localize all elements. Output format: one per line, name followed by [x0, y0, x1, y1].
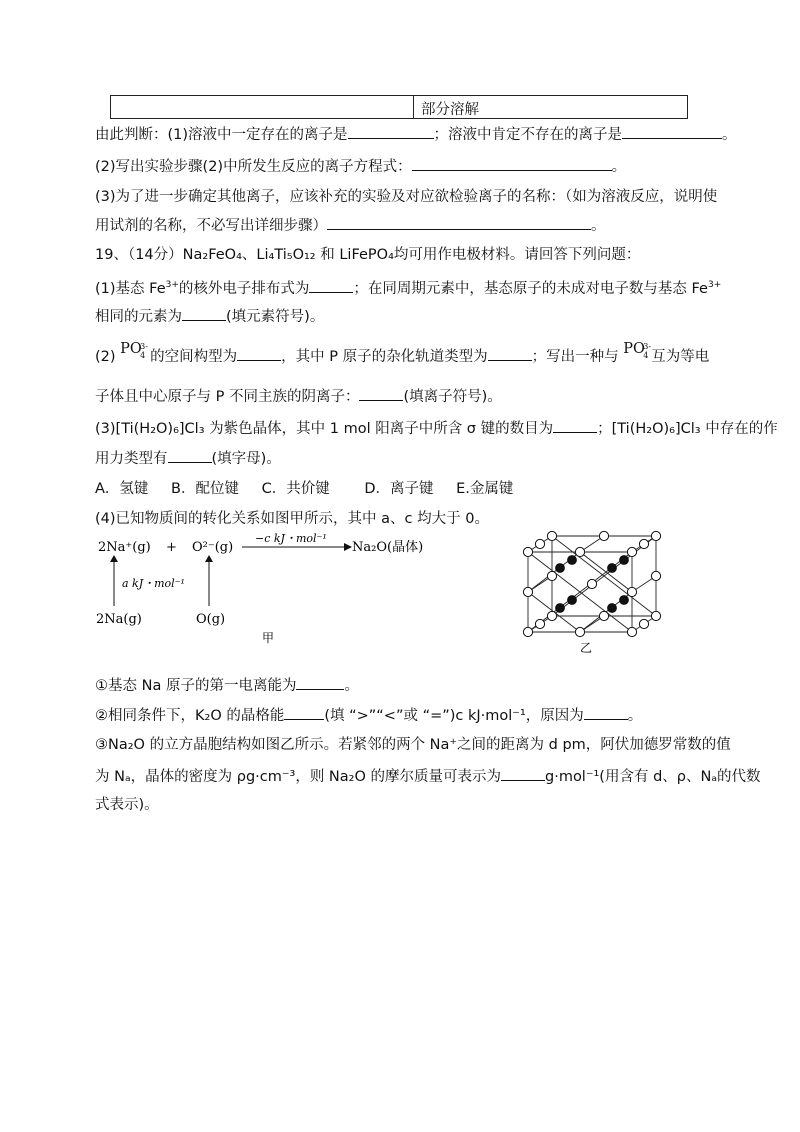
na-atom-label: 2Na(g) [96, 612, 142, 627]
o-atom [651, 571, 660, 580]
blank[interactable] [488, 345, 532, 361]
o-atom [627, 627, 636, 636]
na-atom [608, 564, 617, 573]
na-atom [620, 556, 629, 565]
q19-part1-cont: 相同的元素为 (填元素符号)。 [95, 305, 324, 327]
o-atom [599, 611, 608, 620]
o-atom [587, 579, 596, 588]
q19-s2: ②相同条件下，K₂O 的晶格能 (填 “>”“<”或 “=”)c kJ·mol⁻¹，原因为 。 [95, 704, 642, 726]
blank[interactable] [553, 417, 597, 433]
blank[interactable] [284, 704, 324, 720]
option-b[interactable]: B．配位键 [171, 481, 239, 497]
arrow-head [110, 555, 118, 562]
option-c[interactable]: C．共价键 [261, 481, 330, 497]
na-ion-label: 2Na⁺(g) [98, 540, 151, 555]
o-atom [547, 611, 556, 620]
q18-part3-cont: 用试剂的名称，不必写出详细步骤） 。 [95, 214, 606, 236]
table-row [110, 95, 688, 119]
blank[interactable] [296, 674, 344, 690]
product-label: Na₂O(晶体) [352, 540, 424, 555]
o-atom [575, 627, 584, 636]
q19-s1: ①基态 Na 原子的第一电离能为 。 [95, 674, 359, 696]
q19-part2: (2) PO 3- 4 的空间构型为 ，其中 P 原子的杂化轨道类型为 ；写出一种与 PO 3- 4 互为等电 [95, 341, 710, 365]
q19-part2-cont: 子体且中心原子与 P 不同主族的阴离子： (填离子符号)。 [95, 385, 502, 407]
na-atom [568, 596, 577, 605]
plus-sign: + [166, 540, 177, 555]
caption-jia: 甲 [262, 631, 275, 645]
phosphate-formula: PO 3- 4 [120, 341, 148, 360]
q18-part3: (3)为了进一步确定其他离子，应该补充的实验及对应欲检验离子的名称：（如为溶液反应，说明使 [95, 189, 718, 205]
phosphate-formula: PO 3- 4 [623, 341, 652, 360]
q19-part3-cont: 用力类型有 (填字母)。 [95, 447, 281, 469]
na-atom [568, 556, 577, 565]
a-energy-label: a kJ・mol⁻¹ [122, 577, 185, 590]
blank[interactable] [327, 214, 591, 230]
q19-s3: ③Na₂O 的立方晶胞结构如图乙所示。若紧邻的两个 Na⁺之间的距离为 d pm，阿伏加德罗常数的值 [95, 737, 731, 753]
blank[interactable] [412, 155, 612, 171]
table-divider [413, 96, 414, 118]
crystal-cell-diagram [520, 528, 670, 656]
q18-part2: (2)写出实验步骤(2)中所发生反应的离子方程式： 。 [95, 155, 626, 177]
option-a[interactable]: A．氢键 [95, 481, 149, 497]
blank[interactable] [359, 385, 403, 401]
o-atom [535, 539, 544, 548]
option-e[interactable]: E.金属键 [456, 481, 514, 497]
o-atom [639, 539, 648, 548]
o-atom [627, 587, 636, 596]
q19-s3-cont: 为 Nₐ，晶体的密度为 ρg·cm⁻³，则 Na₂O 的摩尔质量可表示为 g·mol⁻¹(用含有 d、ρ、Nₐ的代数 [95, 765, 761, 787]
o-atom [523, 587, 532, 596]
q19-part4: (4)已知物质间的转化关系如图甲所示，其中 a、c 均大于 0。 [95, 511, 489, 527]
o-atom [547, 531, 556, 540]
o-atom [627, 547, 636, 556]
blank[interactable] [168, 447, 212, 463]
na-atom [608, 604, 617, 613]
o-atom [535, 619, 544, 628]
na-atom [620, 596, 629, 605]
arrow-head [205, 555, 213, 562]
o-atom [547, 571, 556, 580]
blank[interactable] [182, 305, 226, 321]
blank[interactable] [584, 704, 628, 720]
q19-intro: 19、（14分）Na₂FeO₄、Li₄Ti₅O₁₂ 和 LiFePO₄均可用作电极材料。请回答下列问题： [95, 247, 641, 263]
o-atom [639, 619, 648, 628]
blank[interactable] [622, 123, 722, 139]
na-atom [556, 604, 565, 613]
o-atom [523, 627, 532, 636]
q19-s3-end: 式表示)。 [95, 797, 159, 813]
q18-part1: 由此判断：(1)溶液中一定存在的离子是 ；溶液中肯定不存在的离子是 。 [95, 123, 737, 145]
q19-part3: (3)[Ti(H₂O)₆]Cl₃ 为紫色晶体，其中 1 mol 阳离子中所含 σ 键的数目为 ；[Ti(H₂O)₆]Cl₃ 中存在的作 [95, 417, 778, 439]
option-d[interactable]: D．离子键 [364, 481, 434, 497]
caption-yi: 乙 [580, 641, 593, 655]
blank[interactable] [237, 345, 281, 361]
energy-cycle-diagram [90, 530, 460, 650]
blank[interactable] [348, 123, 434, 139]
o-atom [651, 531, 660, 540]
blank[interactable] [309, 277, 353, 293]
arrow-head [344, 543, 352, 551]
blank[interactable] [501, 765, 545, 781]
table-cell: 部分溶解 [421, 102, 479, 118]
o-atom-label: O(g) [196, 612, 226, 627]
arrow-label: −c kJ・mol⁻¹ [255, 532, 327, 545]
o-ion-label: O²⁻(g) [192, 540, 234, 555]
o-atom [575, 547, 584, 556]
q19-options [95, 479, 531, 499]
o-atom [651, 611, 660, 620]
o-atom [599, 531, 608, 540]
o-atom [523, 547, 532, 556]
q19-part1: (1)基态 $Fe^{3+}$的核外电子排布式为 ；在同周期元素中，基态原子的未成对电子数与基态 $Fe^{3+}$ [95, 275, 721, 299]
na-atom [556, 564, 565, 573]
